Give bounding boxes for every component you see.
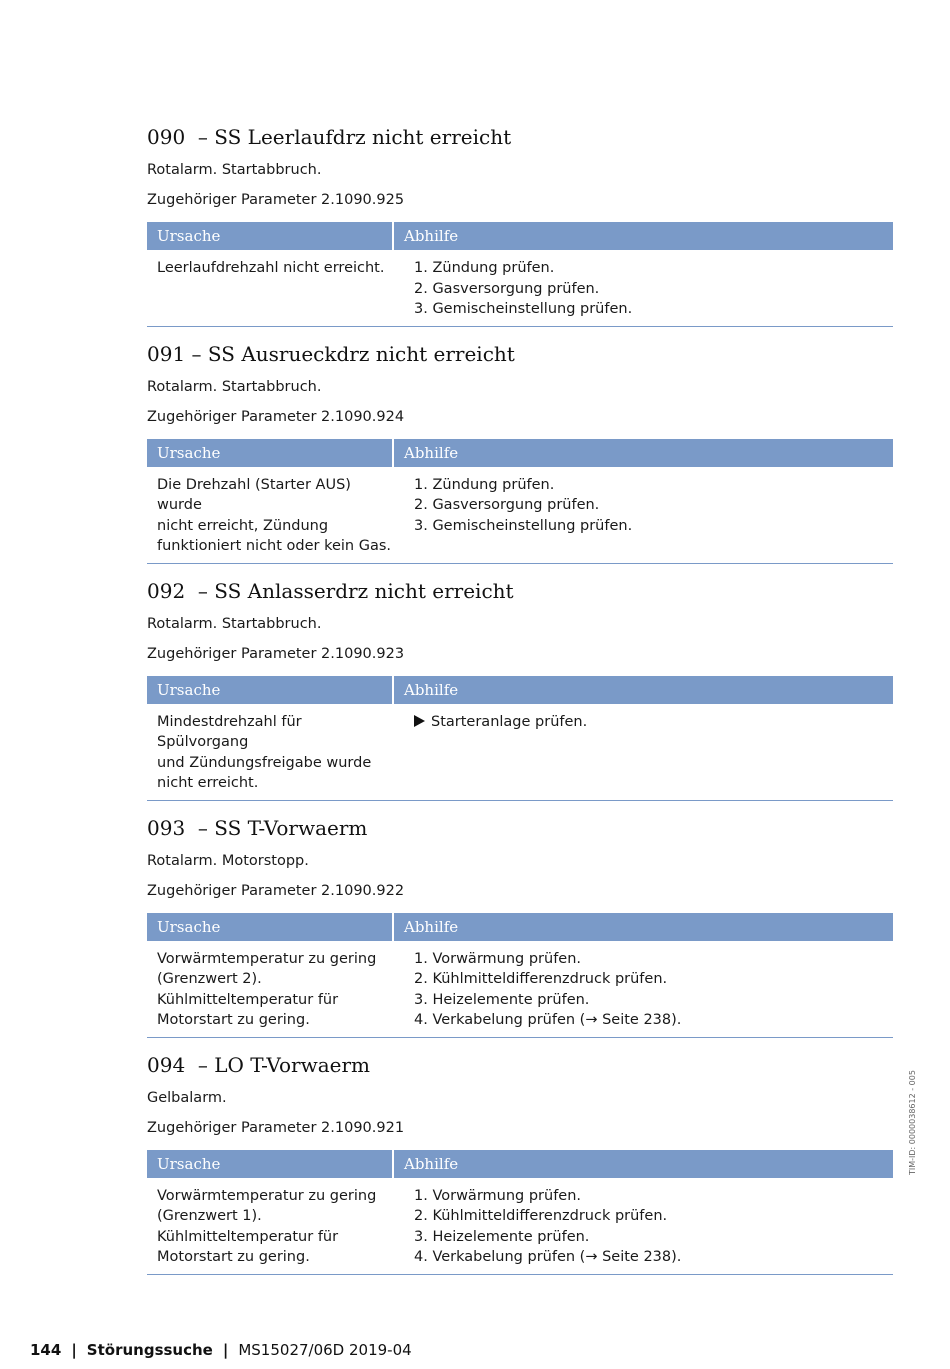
- cause-remedy-table: [147, 222, 893, 327]
- table-row: [147, 704, 893, 800]
- cause-line: und Zündungsfreigabe wurde: [157, 754, 372, 771]
- table-row: [147, 467, 893, 563]
- table-row: [147, 1178, 893, 1274]
- tim-id-label: TIM-ID: 0000038612 - 005: [908, 1070, 917, 1175]
- footer-separator: |: [71, 1341, 77, 1359]
- alarm-text: Gelbalarm.: [147, 1089, 227, 1106]
- remedy-step-text: Starteranlage prüfen.: [431, 713, 588, 730]
- cause-header: Ursache: [147, 913, 392, 941]
- cause-line: Kühlmitteltemperatur für: [157, 991, 339, 1008]
- remedy-step: 4. Verkabelung prüfen (→ Seite 238).: [414, 1249, 682, 1265]
- cause-line: Die Drehzahl (Starter AUS) wurde: [157, 476, 351, 513]
- fault-section: [147, 339, 893, 564]
- fault-section: [147, 1050, 893, 1275]
- alarm-text: Rotalarm. Startabbruch.: [147, 615, 322, 632]
- cause-remedy-table: [147, 1150, 893, 1275]
- remedy-header: Abhilfe: [394, 1150, 893, 1178]
- remedy-step: 1. Zündung prüfen.: [414, 476, 555, 493]
- remedy-cell: [394, 712, 893, 794]
- fault-code: 092: [147, 578, 186, 603]
- remedy-step: 4. Verkabelung prüfen (→ Seite 238).: [414, 1012, 682, 1028]
- fault-code: 093: [147, 815, 186, 840]
- remedy-step: 3. Heizelemente prüfen.: [414, 1228, 590, 1245]
- remedy-step: 2. Kühlmitteldifferenzdruck prüfen.: [414, 1208, 668, 1224]
- fault-code: 091: [147, 341, 186, 366]
- remedy-header: Abhilfe: [394, 676, 893, 704]
- section-title: 091 – SS Ausrueckdrz nicht erreicht: [147, 341, 515, 366]
- remedy-cell: [394, 475, 893, 557]
- table-row: [147, 250, 893, 326]
- table-header: [147, 439, 893, 467]
- cause-line: Vorwärmtemperatur zu gering: [157, 950, 377, 967]
- parameter-text: Zugehöriger Parameter 2.1090.923: [147, 645, 405, 662]
- fault-code: 090: [147, 125, 186, 149]
- footer-separator: |: [222, 1341, 229, 1359]
- remedy-step: 3. Heizelemente prüfen.: [414, 991, 590, 1008]
- cause-line: Leerlaufdrehzahl nicht erreicht.: [157, 260, 385, 276]
- remedy-cell: [394, 258, 893, 320]
- cause-line: (Grenzwert 1).: [157, 1208, 262, 1224]
- cause-remedy-table: [147, 676, 893, 801]
- section-title: 094 – LO T-Vorwaerm: [147, 1052, 370, 1077]
- remedy-step: [414, 712, 893, 733]
- cause-line: funktioniert nicht oder kein Gas.: [157, 538, 392, 554]
- remedy-step: 1. Zündung prüfen.: [414, 260, 555, 276]
- chapter-title: Störungssuche: [86, 1341, 213, 1359]
- fault-section: [147, 813, 893, 1038]
- alarm-text: Rotalarm. Motorstopp.: [147, 852, 309, 869]
- page-footer: [30, 1341, 412, 1359]
- cause-cell: [147, 712, 394, 794]
- cause-line: nicht erreicht, Zündung: [157, 517, 329, 534]
- cause-line: Mindestdrehzahl für Spülvorgang: [157, 713, 302, 750]
- fault-name: SS Ausrueckdrz nicht erreicht: [207, 341, 515, 366]
- section-title: 092 – SS Anlasserdrz nicht erreicht: [147, 578, 514, 603]
- alarm-text: Rotalarm. Startabbruch.: [147, 162, 322, 178]
- fault-name: SS T-Vorwaerm: [214, 815, 368, 840]
- cause-header: Ursache: [147, 1150, 392, 1178]
- cause-line: (Grenzwert 2).: [157, 971, 262, 987]
- cause-remedy-table: [147, 913, 893, 1038]
- parameter-text: Zugehöriger Parameter 2.1090.922: [147, 882, 405, 899]
- remedy-cell: [394, 949, 893, 1031]
- remedy-step: 1. Vorwärmung prüfen.: [414, 950, 582, 967]
- section-title: 093 – SS T-Vorwaerm: [147, 815, 368, 840]
- remedy-header: Abhilfe: [394, 913, 893, 941]
- cause-remedy-table: [147, 439, 893, 564]
- remedy-step: 3. Gemischeinstellung prüfen.: [414, 517, 633, 534]
- table-row: [147, 941, 893, 1037]
- remedy-step: 2. Gasversorgung prüfen.: [414, 280, 600, 297]
- cause-cell: [147, 949, 394, 1031]
- fault-name: SS Leerlaufdrz nicht erreicht: [214, 125, 512, 149]
- main-content: [147, 122, 893, 1287]
- cause-cell: [147, 1186, 394, 1268]
- remedy-header: Abhilfe: [394, 222, 893, 250]
- cause-cell: [147, 258, 394, 320]
- cause-line: Motorstart zu gering.: [157, 1249, 310, 1265]
- table-header: [147, 1150, 893, 1178]
- remedy-header: Abhilfe: [394, 439, 893, 467]
- alarm-text: Rotalarm. Startabbruch.: [147, 378, 322, 395]
- section-title: 090 – SS Leerlaufdrz nicht erreicht: [147, 125, 512, 149]
- parameter-text: Zugehöriger Parameter 2.1090.925: [147, 192, 405, 208]
- fault-code: 094: [147, 1052, 186, 1077]
- cause-line: Kühlmitteltemperatur für: [157, 1228, 339, 1245]
- remedy-step: 3. Gemischeinstellung prüfen.: [414, 301, 633, 317]
- cause-header: Ursache: [147, 439, 392, 467]
- fault-name: LO T-Vorwaerm: [214, 1052, 370, 1077]
- remedy-cell: [394, 1186, 893, 1268]
- table-header: [147, 222, 893, 250]
- remedy-step: 1. Vorwärmung prüfen.: [414, 1187, 582, 1204]
- fault-section: [147, 122, 893, 327]
- parameter-text: Zugehöriger Parameter 2.1090.924: [147, 408, 405, 425]
- table-header: [147, 676, 893, 704]
- cause-cell: [147, 475, 394, 557]
- cause-line: nicht erreicht.: [157, 775, 259, 791]
- cause-header: Ursache: [147, 676, 392, 704]
- triangle-bullet-icon: [414, 715, 425, 727]
- document-id: MS15027/06D 2019-04: [238, 1341, 412, 1359]
- parameter-text: Zugehöriger Parameter 2.1090.921: [147, 1119, 405, 1136]
- fault-section: [147, 576, 893, 801]
- cause-line: Vorwärmtemperatur zu gering: [157, 1187, 377, 1204]
- table-header: [147, 913, 893, 941]
- remedy-step: 2. Gasversorgung prüfen.: [414, 497, 600, 513]
- remedy-step: 2. Kühlmitteldifferenzdruck prüfen.: [414, 971, 668, 987]
- fault-name: SS Anlasserdrz nicht erreicht: [214, 578, 514, 603]
- cause-header: Ursache: [147, 222, 392, 250]
- cause-line: Motorstart zu gering.: [157, 1012, 310, 1028]
- page-number: 144: [30, 1341, 62, 1359]
